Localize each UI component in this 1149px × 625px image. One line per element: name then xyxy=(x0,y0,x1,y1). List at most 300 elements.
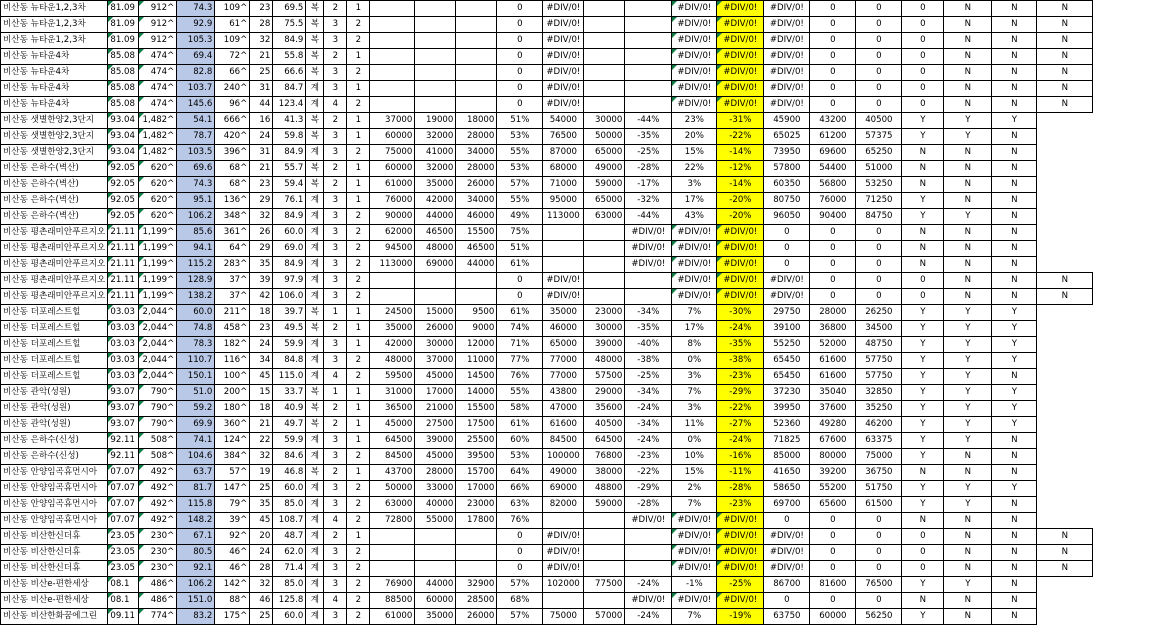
gap-amount-cell[interactable]: 28000 xyxy=(456,161,497,177)
low-price-cell[interactable]: 49000 xyxy=(584,161,625,177)
exclusive-area-cell[interactable]: 59.8 xyxy=(273,129,306,145)
gap-amount-cell[interactable]: 26000 xyxy=(456,609,497,625)
price-a-cell[interactable]: 37230 xyxy=(764,385,810,401)
price-b-cell[interactable]: 35040 xyxy=(810,385,856,401)
flag-a-cell[interactable]: Y xyxy=(902,385,944,401)
sale-price-cell[interactable]: 37000 xyxy=(370,113,415,129)
build-date-cell[interactable]: 08.1 xyxy=(108,593,139,609)
baths-cell[interactable]: 2 xyxy=(347,353,370,369)
flag-b-cell[interactable]: Y xyxy=(944,337,992,353)
low-price-cell[interactable]: 57000 xyxy=(584,609,625,625)
change-rate-cell[interactable]: #DIV/0! xyxy=(717,65,764,81)
flag-b-cell[interactable]: N xyxy=(944,17,992,33)
supply-area-cell[interactable]: 51.0 xyxy=(177,385,215,401)
baths-cell[interactable]: 1 xyxy=(347,161,370,177)
unit-count-cell[interactable]: 396^ xyxy=(215,145,250,161)
gap-amount-cell[interactable]: 17500 xyxy=(456,417,497,433)
baths-cell[interactable]: 2 xyxy=(347,497,370,513)
supply-area-cell[interactable]: 103.7 xyxy=(177,81,215,97)
build-date-cell[interactable]: 93.07 xyxy=(108,417,139,433)
price-a-cell[interactable]: 52360 xyxy=(764,417,810,433)
household-count-cell[interactable]: 790^ xyxy=(139,401,177,417)
rooms-cell[interactable]: 3 xyxy=(324,497,347,513)
low-price-cell[interactable] xyxy=(584,81,625,97)
baths-cell[interactable]: 1 xyxy=(347,417,370,433)
flag-b-cell[interactable]: Y xyxy=(944,129,992,145)
rebound-rate-cell[interactable]: 22% xyxy=(672,161,717,177)
build-date-cell[interactable]: 07.07 xyxy=(108,513,139,529)
price-b-cell[interactable]: 0 xyxy=(810,289,856,305)
structure-type-cell[interactable]: 계 xyxy=(306,481,324,497)
pyeong-cell[interactable]: 45 xyxy=(250,513,273,529)
pyeong-cell[interactable]: 18 xyxy=(250,401,273,417)
pyeong-cell[interactable]: 32 xyxy=(250,209,273,225)
pyeong-cell[interactable]: 21 xyxy=(250,49,273,65)
rebound-rate-cell[interactable]: #DIV/0! xyxy=(672,561,717,577)
structure-type-cell[interactable]: 복 xyxy=(306,161,324,177)
jeonse-price-cell[interactable] xyxy=(415,49,456,65)
drop-rate-cell[interactable] xyxy=(625,273,672,289)
supply-area-cell[interactable]: 69.6 xyxy=(177,161,215,177)
low-price-cell[interactable]: 48800 xyxy=(584,481,625,497)
gap-amount-cell[interactable]: 11000 xyxy=(456,353,497,369)
flag-c-cell[interactable]: N xyxy=(992,529,1037,545)
change-rate-cell[interactable]: -23% xyxy=(717,369,764,385)
build-date-cell[interactable]: 21.11 xyxy=(108,273,139,289)
pyeong-cell[interactable]: 39 xyxy=(250,273,273,289)
unit-count-cell[interactable]: 420^ xyxy=(215,129,250,145)
price-c-cell[interactable]: 0 xyxy=(856,65,902,81)
jeonse-ratio-cell[interactable]: 0 xyxy=(497,1,543,17)
price-a-cell[interactable]: 85000 xyxy=(764,449,810,465)
supply-area-cell[interactable]: 110.7 xyxy=(177,353,215,369)
supply-area-cell[interactable]: 104.6 xyxy=(177,449,215,465)
jeonse-ratio-cell[interactable]: 53% xyxy=(497,449,543,465)
baths-cell[interactable]: 2 xyxy=(347,209,370,225)
pyeong-cell[interactable]: 25 xyxy=(250,609,273,625)
drop-rate-cell[interactable] xyxy=(625,65,672,81)
unit-count-cell[interactable]: 666^ xyxy=(215,113,250,129)
jeonse-ratio-cell[interactable]: 61% xyxy=(497,305,543,321)
build-date-cell[interactable]: 08.1 xyxy=(108,577,139,593)
unit-count-cell[interactable]: 116^ xyxy=(215,353,250,369)
complex-name-cell[interactable]: 비산동 평촌래미안푸르지오 xyxy=(1,257,108,273)
price-b-cell[interactable]: 90400 xyxy=(810,209,856,225)
price-c-cell[interactable]: 36750 xyxy=(856,465,902,481)
rooms-cell[interactable]: 3 xyxy=(324,65,347,81)
exclusive-area-cell[interactable]: 84.9 xyxy=(273,33,306,49)
build-date-cell[interactable]: 85.08 xyxy=(108,49,139,65)
change-rate-cell[interactable]: -16% xyxy=(717,449,764,465)
jeonse-price-cell[interactable]: 28000 xyxy=(415,465,456,481)
household-count-cell[interactable]: 230^ xyxy=(139,561,177,577)
jeonse-ratio-cell[interactable]: 55% xyxy=(497,145,543,161)
table-row[interactable] xyxy=(1,497,1093,513)
sale-price-cell[interactable] xyxy=(370,81,415,97)
sale-price-cell[interactable]: 42000 xyxy=(370,337,415,353)
gap-amount-cell[interactable]: 17800 xyxy=(456,513,497,529)
change-rate-cell[interactable]: #DIV/0! xyxy=(717,17,764,33)
sale-price-cell[interactable]: 72800 xyxy=(370,513,415,529)
sale-price-cell[interactable]: 75000 xyxy=(370,145,415,161)
drop-rate-cell[interactable]: -23% xyxy=(625,449,672,465)
change-rate-cell[interactable]: #DIV/0! xyxy=(717,49,764,65)
gap-amount-cell[interactable]: 28500 xyxy=(456,593,497,609)
build-date-cell[interactable]: 03.03 xyxy=(108,353,139,369)
baths-cell[interactable]: 1 xyxy=(347,321,370,337)
pyeong-cell[interactable]: 21 xyxy=(250,161,273,177)
table-row[interactable] xyxy=(1,305,1093,321)
low-price-cell[interactable]: 57500 xyxy=(584,369,625,385)
supply-area-cell[interactable]: 74.3 xyxy=(177,1,215,17)
table-row[interactable] xyxy=(1,369,1093,385)
rebound-rate-cell[interactable]: #DIV/0! xyxy=(672,225,717,241)
change-rate-cell[interactable]: -28% xyxy=(717,481,764,497)
rebound-rate-cell[interactable]: #DIV/0! xyxy=(672,593,717,609)
jeonse-price-cell[interactable] xyxy=(415,1,456,17)
jeonse-price-cell[interactable]: 45000 xyxy=(415,369,456,385)
rooms-cell[interactable]: 4 xyxy=(324,97,347,113)
gap-amount-cell[interactable]: 34000 xyxy=(456,145,497,161)
rooms-cell[interactable]: 2 xyxy=(324,161,347,177)
drop-rate-cell[interactable]: -17% xyxy=(625,177,672,193)
price-b-cell[interactable]: 0 xyxy=(810,561,856,577)
high-price-cell[interactable]: 76500 xyxy=(543,129,584,145)
flag-b-cell[interactable]: N xyxy=(944,49,992,65)
jeonse-ratio-cell[interactable]: 61% xyxy=(497,257,543,273)
jeonse-price-cell[interactable]: 42000 xyxy=(415,193,456,209)
price-b-cell[interactable]: 80000 xyxy=(810,449,856,465)
pyeong-cell[interactable]: 28 xyxy=(250,17,273,33)
build-date-cell[interactable]: 07.07 xyxy=(108,465,139,481)
price-c-cell[interactable]: 51750 xyxy=(856,481,902,497)
table-row[interactable] xyxy=(1,321,1093,337)
sale-price-cell[interactable] xyxy=(370,33,415,49)
flag-c-cell[interactable]: N xyxy=(992,225,1037,241)
price-a-cell[interactable]: 39100 xyxy=(764,321,810,337)
low-price-cell[interactable] xyxy=(584,545,625,561)
flag-d-cell[interactable]: N xyxy=(1037,49,1093,65)
supply-area-cell[interactable]: 115.2 xyxy=(177,257,215,273)
household-count-cell[interactable]: 474^ xyxy=(139,81,177,97)
supply-area-cell[interactable]: 148.2 xyxy=(177,513,215,529)
price-a-cell[interactable]: 58650 xyxy=(764,481,810,497)
low-price-cell[interactable] xyxy=(584,49,625,65)
flag-b-cell[interactable]: N xyxy=(944,225,992,241)
flag-b-cell[interactable]: N xyxy=(944,449,992,465)
pyeong-cell[interactable]: 28 xyxy=(250,561,273,577)
jeonse-ratio-cell[interactable]: 0 xyxy=(497,65,543,81)
gap-amount-cell[interactable]: 32900 xyxy=(456,577,497,593)
build-date-cell[interactable]: 85.08 xyxy=(108,97,139,113)
change-rate-cell[interactable]: -24% xyxy=(717,321,764,337)
pyeong-cell[interactable]: 21 xyxy=(250,417,273,433)
flag-b-cell[interactable]: Y xyxy=(944,113,992,129)
price-c-cell[interactable]: 32850 xyxy=(856,385,902,401)
drop-rate-cell[interactable] xyxy=(625,1,672,17)
price-a-cell[interactable]: 65450 xyxy=(764,369,810,385)
price-b-cell[interactable]: 0 xyxy=(810,241,856,257)
supply-area-cell[interactable]: 94.1 xyxy=(177,241,215,257)
unit-count-cell[interactable]: 88^ xyxy=(215,593,250,609)
flag-b-cell[interactable]: N xyxy=(944,273,992,289)
pyeong-cell[interactable]: 31 xyxy=(250,81,273,97)
high-price-cell[interactable]: 49000 xyxy=(543,465,584,481)
unit-count-cell[interactable]: 384^ xyxy=(215,449,250,465)
flag-b-cell[interactable]: Y xyxy=(944,433,992,449)
low-price-cell[interactable]: 77500 xyxy=(584,577,625,593)
flag-b-cell[interactable]: N xyxy=(944,177,992,193)
sale-price-cell[interactable]: 76000 xyxy=(370,193,415,209)
gap-amount-cell[interactable] xyxy=(456,561,497,577)
price-b-cell[interactable]: 69600 xyxy=(810,145,856,161)
rebound-rate-cell[interactable]: 7% xyxy=(672,305,717,321)
high-price-cell[interactable]: #DIV/0! xyxy=(543,273,584,289)
change-rate-cell[interactable]: -19% xyxy=(717,609,764,625)
sale-price-cell[interactable] xyxy=(370,273,415,289)
unit-count-cell[interactable]: 61^ xyxy=(215,17,250,33)
jeonse-ratio-cell[interactable]: 55% xyxy=(497,385,543,401)
household-count-cell[interactable]: 474^ xyxy=(139,65,177,81)
flag-a-cell[interactable]: N xyxy=(902,241,944,257)
baths-cell[interactable]: 1 xyxy=(347,465,370,481)
high-price-cell[interactable]: 35000 xyxy=(543,305,584,321)
change-rate-cell[interactable]: #DIV/0! xyxy=(717,257,764,273)
price-a-cell[interactable]: 0 xyxy=(764,513,810,529)
flag-a-cell[interactable]: 0 xyxy=(902,81,944,97)
table-row[interactable] xyxy=(1,337,1093,353)
flag-a-cell[interactable]: Y xyxy=(902,481,944,497)
household-count-cell[interactable]: 912^ xyxy=(139,17,177,33)
build-date-cell[interactable]: 93.07 xyxy=(108,385,139,401)
jeonse-price-cell[interactable]: 46500 xyxy=(415,225,456,241)
flag-c-cell[interactable]: N xyxy=(992,593,1037,609)
household-count-cell[interactable]: 620^ xyxy=(139,193,177,209)
rooms-cell[interactable]: 3 xyxy=(324,561,347,577)
supply-area-cell[interactable]: 74.1 xyxy=(177,433,215,449)
build-date-cell[interactable]: 81.09 xyxy=(108,17,139,33)
rebound-rate-cell[interactable]: #DIV/0! xyxy=(672,81,717,97)
rebound-rate-cell[interactable]: 15% xyxy=(672,145,717,161)
household-count-cell[interactable]: 790^ xyxy=(139,417,177,433)
price-a-cell[interactable]: #DIV/0! xyxy=(764,49,810,65)
gap-amount-cell[interactable]: 17000 xyxy=(456,481,497,497)
structure-type-cell[interactable]: 계 xyxy=(306,81,324,97)
household-count-cell[interactable]: 1,199^ xyxy=(139,273,177,289)
exclusive-area-cell[interactable]: 71.4 xyxy=(273,561,306,577)
flag-b-cell[interactable]: N xyxy=(944,241,992,257)
unit-count-cell[interactable]: 92^ xyxy=(215,529,250,545)
jeonse-price-cell[interactable]: 69000 xyxy=(415,257,456,273)
build-date-cell[interactable]: 92.11 xyxy=(108,433,139,449)
flag-a-cell[interactable]: 0 xyxy=(902,17,944,33)
structure-type-cell[interactable]: 복 xyxy=(306,129,324,145)
price-b-cell[interactable]: 76000 xyxy=(810,193,856,209)
baths-cell[interactable]: 2 xyxy=(347,33,370,49)
jeonse-ratio-cell[interactable]: 0 xyxy=(497,17,543,33)
flag-d-cell[interactable]: N xyxy=(1037,545,1093,561)
price-c-cell[interactable]: 0 xyxy=(856,97,902,113)
flag-a-cell[interactable]: Y xyxy=(902,353,944,369)
table-row[interactable] xyxy=(1,449,1093,465)
structure-type-cell[interactable]: 계 xyxy=(306,529,324,545)
low-price-cell[interactable]: 59000 xyxy=(584,177,625,193)
gap-amount-cell[interactable]: 18000 xyxy=(456,113,497,129)
flag-a-cell[interactable]: Y xyxy=(902,305,944,321)
unit-count-cell[interactable]: 200^ xyxy=(215,385,250,401)
complex-name-cell[interactable]: 비산동 더포레스트힐 xyxy=(1,369,108,385)
jeonse-ratio-cell[interactable]: 61% xyxy=(497,417,543,433)
flag-a-cell[interactable]: 0 xyxy=(902,65,944,81)
flag-d-cell[interactable]: N xyxy=(1037,529,1093,545)
price-c-cell[interactable]: 61500 xyxy=(856,497,902,513)
baths-cell[interactable]: 2 xyxy=(347,545,370,561)
flag-b-cell[interactable]: N xyxy=(944,545,992,561)
structure-type-cell[interactable]: 복 xyxy=(306,465,324,481)
rebound-rate-cell[interactable]: 3% xyxy=(672,369,717,385)
exclusive-area-cell[interactable]: 75.5 xyxy=(273,17,306,33)
flag-a-cell[interactable]: N xyxy=(902,465,944,481)
price-c-cell[interactable]: 57750 xyxy=(856,369,902,385)
gap-amount-cell[interactable]: 39500 xyxy=(456,449,497,465)
gap-amount-cell[interactable]: 44000 xyxy=(456,257,497,273)
price-a-cell[interactable]: #DIV/0! xyxy=(764,33,810,49)
flag-b-cell[interactable]: N xyxy=(944,65,992,81)
drop-rate-cell[interactable]: -38% xyxy=(625,353,672,369)
jeonse-price-cell[interactable] xyxy=(415,273,456,289)
pyeong-cell[interactable]: 24 xyxy=(250,545,273,561)
flag-a-cell[interactable]: Y xyxy=(902,321,944,337)
sale-price-cell[interactable] xyxy=(370,49,415,65)
build-date-cell[interactable]: 21.11 xyxy=(108,289,139,305)
baths-cell[interactable]: 2 xyxy=(347,609,370,625)
unit-count-cell[interactable]: 66^ xyxy=(215,65,250,81)
jeonse-ratio-cell[interactable]: 0 xyxy=(497,81,543,97)
flag-b-cell[interactable]: N xyxy=(944,1,992,17)
sale-price-cell[interactable]: 113000 xyxy=(370,257,415,273)
high-price-cell[interactable]: #DIV/0! xyxy=(543,65,584,81)
sale-price-cell[interactable]: 35000 xyxy=(370,321,415,337)
flag-b-cell[interactable]: N xyxy=(944,193,992,209)
jeonse-price-cell[interactable] xyxy=(415,561,456,577)
supply-area-cell[interactable]: 85.6 xyxy=(177,225,215,241)
table-row[interactable] xyxy=(1,529,1093,545)
pyeong-cell[interactable]: 16 xyxy=(250,113,273,129)
price-c-cell[interactable]: 34500 xyxy=(856,321,902,337)
sale-price-cell[interactable] xyxy=(370,1,415,17)
high-price-cell[interactable]: 82000 xyxy=(543,497,584,513)
table-row[interactable] xyxy=(1,545,1093,561)
jeonse-ratio-cell[interactable]: 57% xyxy=(497,177,543,193)
supply-area-cell[interactable]: 92.1 xyxy=(177,561,215,577)
drop-rate-cell[interactable]: -44% xyxy=(625,113,672,129)
flag-b-cell[interactable]: Y xyxy=(944,401,992,417)
structure-type-cell[interactable]: 복 xyxy=(306,17,324,33)
baths-cell[interactable]: 1 xyxy=(347,385,370,401)
structure-type-cell[interactable]: 복 xyxy=(306,321,324,337)
rebound-rate-cell[interactable]: #DIV/0! xyxy=(672,513,717,529)
build-date-cell[interactable]: 21.11 xyxy=(108,257,139,273)
baths-cell[interactable]: 1 xyxy=(347,433,370,449)
table-row[interactable] xyxy=(1,433,1093,449)
sale-price-cell[interactable]: 60000 xyxy=(370,161,415,177)
pyeong-cell[interactable]: 35 xyxy=(250,257,273,273)
jeonse-ratio-cell[interactable]: 0 xyxy=(497,561,543,577)
unit-count-cell[interactable]: 64^ xyxy=(215,241,250,257)
price-b-cell[interactable]: 54400 xyxy=(810,161,856,177)
jeonse-ratio-cell[interactable]: 63% xyxy=(497,497,543,513)
complex-name-cell[interactable]: 비산동 은하수(벽산) xyxy=(1,209,108,225)
flag-a-cell[interactable]: 0 xyxy=(902,97,944,113)
household-count-cell[interactable]: 2,044^ xyxy=(139,337,177,353)
low-price-cell[interactable] xyxy=(584,593,625,609)
rebound-rate-cell[interactable]: #DIV/0! xyxy=(672,257,717,273)
exclusive-area-cell[interactable]: 84.6 xyxy=(273,449,306,465)
price-a-cell[interactable]: 63750 xyxy=(764,609,810,625)
gap-amount-cell[interactable]: 34000 xyxy=(456,193,497,209)
price-c-cell[interactable]: 0 xyxy=(856,33,902,49)
structure-type-cell[interactable]: 계 xyxy=(306,257,324,273)
supply-area-cell[interactable]: 80.5 xyxy=(177,545,215,561)
change-rate-cell[interactable]: #DIV/0! xyxy=(717,289,764,305)
flag-b-cell[interactable]: Y xyxy=(944,497,992,513)
flag-c-cell[interactable]: N xyxy=(992,49,1037,65)
unit-count-cell[interactable]: 211^ xyxy=(215,305,250,321)
structure-type-cell[interactable]: 계 xyxy=(306,145,324,161)
price-c-cell[interactable]: 51000 xyxy=(856,161,902,177)
unit-count-cell[interactable]: 142^ xyxy=(215,577,250,593)
complex-name-cell[interactable]: 비산동 안양임곡휴먼시아 xyxy=(1,481,108,497)
price-a-cell[interactable]: 45900 xyxy=(764,113,810,129)
jeonse-ratio-cell[interactable]: 51% xyxy=(497,241,543,257)
price-c-cell[interactable]: 0 xyxy=(856,289,902,305)
flag-a-cell[interactable]: Y xyxy=(902,129,944,145)
exclusive-area-cell[interactable]: 60.0 xyxy=(273,225,306,241)
low-price-cell[interactable]: 30000 xyxy=(584,321,625,337)
sale-price-cell[interactable]: 24500 xyxy=(370,305,415,321)
drop-rate-cell[interactable]: -34% xyxy=(625,305,672,321)
jeonse-ratio-cell[interactable]: 64% xyxy=(497,465,543,481)
price-c-cell[interactable]: 65250 xyxy=(856,145,902,161)
flag-b-cell[interactable]: Y xyxy=(944,481,992,497)
exclusive-area-cell[interactable]: 84.9 xyxy=(273,257,306,273)
price-a-cell[interactable]: 41650 xyxy=(764,465,810,481)
sale-price-cell[interactable]: 64500 xyxy=(370,433,415,449)
flag-a-cell[interactable]: Y xyxy=(902,449,944,465)
exclusive-area-cell[interactable]: 123.4 xyxy=(273,97,306,113)
unit-count-cell[interactable]: 37^ xyxy=(215,289,250,305)
rooms-cell[interactable]: 3 xyxy=(324,33,347,49)
household-count-cell[interactable]: 508^ xyxy=(139,449,177,465)
sale-price-cell[interactable]: 63000 xyxy=(370,497,415,513)
drop-rate-cell[interactable] xyxy=(625,529,672,545)
jeonse-ratio-cell[interactable]: 0 xyxy=(497,33,543,49)
gap-amount-cell[interactable]: 15700 xyxy=(456,465,497,481)
sale-price-cell[interactable]: 31000 xyxy=(370,385,415,401)
low-price-cell[interactable]: 64500 xyxy=(584,433,625,449)
exclusive-area-cell[interactable]: 62.0 xyxy=(273,545,306,561)
low-price-cell[interactable]: 59000 xyxy=(584,497,625,513)
exclusive-area-cell[interactable]: 76.1 xyxy=(273,193,306,209)
jeonse-ratio-cell[interactable]: 57% xyxy=(497,609,543,625)
flag-a-cell[interactable]: Y xyxy=(902,609,944,625)
high-price-cell[interactable]: #DIV/0! xyxy=(543,529,584,545)
rebound-rate-cell[interactable]: 10% xyxy=(672,449,717,465)
exclusive-area-cell[interactable]: 97.9 xyxy=(273,273,306,289)
structure-type-cell[interactable]: 계 xyxy=(306,577,324,593)
flag-b-cell[interactable]: Y xyxy=(944,353,992,369)
table-row[interactable] xyxy=(1,417,1093,433)
